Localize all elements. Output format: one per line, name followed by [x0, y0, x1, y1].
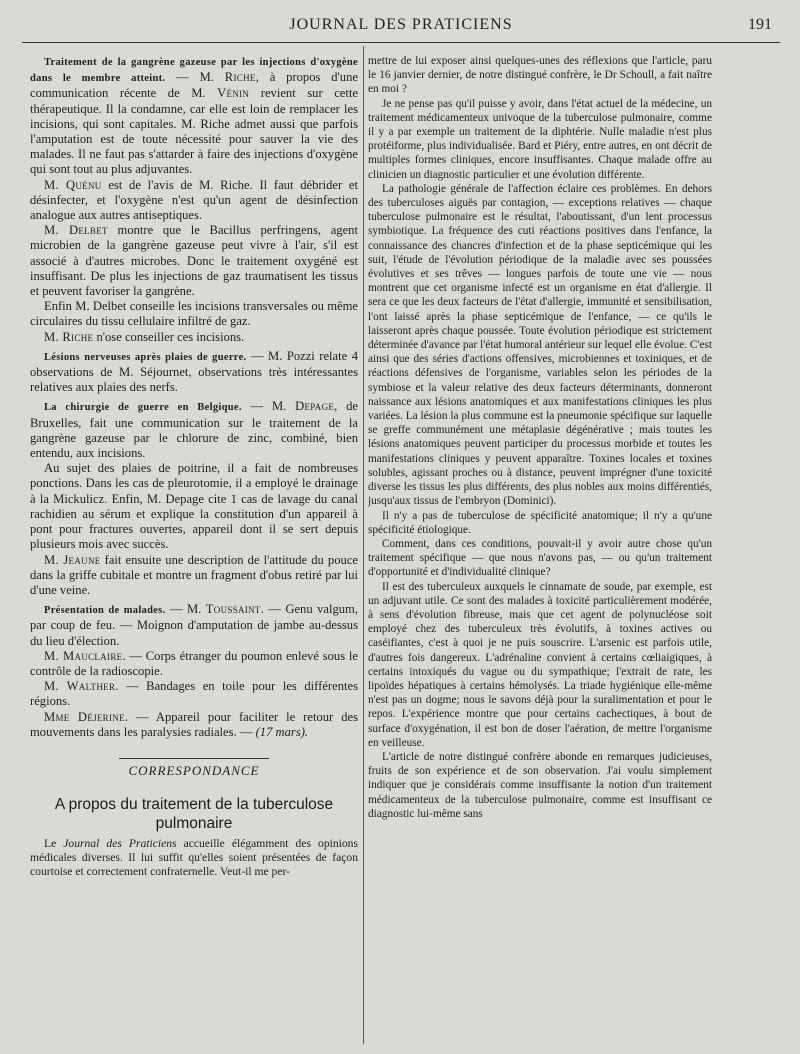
- paragraph-pathologie-generale: La pathologie générale de l'affection éclaire ces problèmes. En dehors des tuberculoses aiguës par contagion, — exceptions relatives — chaque tuberculose pulmonaire est le résultat, l'aboutissant, d'un lent processus symbiotique. La fréquence des cuti réactions positives dans l'enfance, la connaissance des chancres d'infection et de la phase septicémique qui les suit, l'étude de l'évolution périodique de la maladie avec ses poussées évolutives et ses trêves — longues parfois de toute une vie — nous montrent que cet organisme infecté est un organisme en état d'allergie. Il sera ce que les deux facteurs de l'état d'allergie, immunité et sensibilisation, l'ont laissé après la phase septicémique de l'enfance, — ce qu'ils le laisseront après chaque poussée. Toute évolution périodique est strictement déterminée d'avance par l'état humoral antérieur sur lequel elle évolue. C'est ainsi que des séries d'actions offensives, microbiennes et toxiniques, et de réactions défensives de l'organisme, variables selon les périodes de la symbiose et la valeur relative des deux facteurs déterminants, donneront naissance aux lésions anatomiques et aux manifestations cliniques les plus variées. La lésion la plus commune est la pneumonie spécifique sur laquelle se greffe communément une métaplasie dégénérative ; mais toutes les lésions anatomiques peuvent participer du processus morbide et toutes les manifestations cliniques y peuvent apparaître. Toxines locales et toxines solubles, agissant proches ou à distance, peuvent imprégner d'une toxicité diverse les tissus les plus différents, des plus nobles aux moins différentiés, jusqu'aux tissus de l'embryon (Dominici).: [368, 182, 712, 508]
- paragraph-traitement-specifique: Comment, dans ces conditions, pouvait-il y avoir autre chose qu'un traitement spécifique — que nous n'avons pas, — ou qu'un traitement d'opportunité et d'individualité clinique?: [368, 537, 712, 579]
- paragraph-continuation: mettre de lui exposer ainsi quelques-unes des réflexions que l'article, paru le 16 janvier dernier, de notre distingué confrère, le Dr Schoull, a fait naître en moi ?: [368, 55, 712, 96]
- article-intro: Le Journal des Praticiens accueille élégamment des opinions médicales diverses. Il lui suffit qu'elles soient présentées de façon courtoise et correctement confraternelle. Veut-il me per-: [30, 836, 358, 879]
- paragraph-traitement-univoque: Je ne pense pas qu'il puisse y avoir, dans l'état actuel de la médecine, un traitement médicamenteux univoque de la tuberculose pulmonaire, comme il y a par exemple un traitement de la diphtérie. Nulle maladie n'est plus protéiforme, plus individualisée. Bard et Piéry, entre autres, en ont décrit de multiples formes cliniques, encore insuffisantes. Chaque malade offre au clinicien un diagnostic particulier et une évolution différente.: [368, 97, 712, 181]
- section-rule: [119, 758, 269, 759]
- header-rule: [22, 42, 780, 43]
- author-name: Riche: [224, 70, 256, 85]
- section-heading: Lésions nerveuses après plaies de guerre.: [44, 351, 247, 363]
- paragraph-delbet-incisions: Enfin M. Delbet conseille les incisions transversales ou même circulaires du tissu cellulaire infiltré de gaz.: [30, 299, 358, 329]
- correspondance-heading: CORRESPONDANCE: [128, 762, 260, 778]
- paragraph-dejerine: Mme Déjerine. — Appareil pour faciliter le retour des mouvements dans les paralysies radiales. — (17 mars).: [30, 709, 358, 739]
- paragraph-lesions-nerveuses: Lésions nerveuses après plaies de guerre. — M. Pozzi relate 4 observations de M. Séjournet, observations très intéressantes relatives aux plaies des nerfs.: [30, 348, 358, 395]
- paragraph-plaies-poitrine: Au sujet des plaies de poitrine, il a fait de nombreuses ponctions. Dans les cas de pleurotomie, il a employé le drainage à la Mickulicz. Enfin, M. Depage cite 1 cas de lavage du canal rachidien au sérum et explique la constitution d'un appareil à pont pour fractures ouvertes, appareil dont il se sert depuis plusieurs mois avec succès.: [30, 461, 358, 552]
- paragraph-gangrene-oxygen: Traitement de la gangrène gazeuse par les injections d'oxygène dans le membre atteint. — M. Riche, à propos d'une communication récente de M. Vénin revient sur cette thérapeutique. Il la condamne, car elle est loin de remplacer les incisions, qui sont capitales. M. Riche admet aussi que parfois l'amputation est de toute nécessité pour sauver la vie des malades. Il ne faut pas s'attarder à faire des injections d'oxygène qui sont tout au plus adjuvantes.: [30, 57, 358, 177]
- right-column: [368, 54, 712, 1046]
- paragraph-cinnamate: Il est des tuberculeux auxquels le cinnamate de soude, par exemple, est un adjuvant utile. Ce sont des malades à toxicité particulièrement modérée, à sens d'évolution fibreuse, mais que cet agent de polynucléose soit employé chez des tuberculeux très évolutifs, à toxines actives ou caséifiantes, c'est à quoi je ne puis souscrire. L'arsenic est parfois utile, d'autres fois dangereux. L'adrénaline convient à certains cœliaigiques, à certains intoxiqués du vague ou du sympathique; l'extrait de rate, les lipoïdes hépatiques à certains hémolysés. La triade hygiénique elle-même n'est pas un dogme; nous le savons déjà pour la suralimentation et pour le repos. L'expérience montre que pour certains cachectiques, à bout de surface d'oxygénation, il est bon de doser l'aération, de mettre l'organisme en veilleuse.: [368, 580, 712, 749]
- author-name: Vénin: [217, 86, 250, 101]
- running-title: JOURNAL DES PRATICIENS: [289, 16, 513, 33]
- page-header: [22, 14, 780, 42]
- left-column: [30, 54, 358, 1046]
- article-title: A propos du traitement de la tuberculose pulmonaire: [54, 795, 334, 832]
- section-heading: Présentation de malades.: [44, 605, 166, 617]
- paragraph-quenu: M. Quénu est de l'avis de M. Riche. Il faut débrider et désinfecter, et l'oxygène n'est qu'un agent de désinfection analogue aux autres antiseptiques.: [30, 177, 358, 223]
- paragraph-chirurgie-belgique: La chirurgie de guerre en Belgique. — M. Depage, de Bruxelles, fait une communication sur le traitement de la gangrène gazeuse par le chlorure de zinc, combiné, bien entendu, aux incisions.: [30, 399, 358, 461]
- paragraph-walther: M. Walther. — Bandages en toile pour les différentes régions.: [30, 679, 358, 709]
- paragraph-conclusion: L'article de notre distingué confrère abonde en remarques judicieuses, fruits de son expérience et de son observation. J'ai voulu simplement indiquer que je considérais comme insuffisante la notion d'un traitement médicamenteux de la tuberculose pulmonaire, comme est insuffisant ce diagnostic lui-même sans: [368, 750, 712, 820]
- page-number: 191: [748, 16, 772, 33]
- paragraph-specificite: Il n'y a pas de tuberculose de spécificité anatomique; il n'y a qu'une spécificité étiologique.: [368, 509, 712, 536]
- section-heading: Traitement de la gangrène gazeuse par les injections d'oxygène dans le membre atteint.: [30, 57, 358, 85]
- column-divider: [363, 46, 364, 1044]
- paragraph-delbet: M. Delbet montre que le Bacillus perfringens, agent microbien de la gangrène gazeuse peut vivre à l'air, s'il est associé à d'autres microbes. Donc le traitement oxygéné est insuffisant. De plus les injections de gaz traumatisent les tissus et peuvent favoriser la gangrène.: [30, 223, 358, 299]
- section-heading: La chirurgie de guerre en Belgique.: [44, 402, 242, 414]
- paragraph-presentation-malades: Présentation de malades. — M. Toussaint. — Genu valgum, par coup de feu. — Moignon d'amputation de jambe au-dessus du lieu d'élection.: [30, 602, 358, 648]
- paragraph-jeaune: M. Jeaune fait ensuite une description de l'attitude du pouce dans la griffe cubitale et montre un fragment d'obus retiré par lui d'une veine.: [30, 552, 358, 597]
- paragraph-mauclaire: M. Mauclaire. — Corps étranger du poumon enlevé sous le contrôle de la radioscopie.: [30, 648, 358, 678]
- paragraph-riche: M. Riche n'ose conseiller ces incisions.: [44, 329, 245, 344]
